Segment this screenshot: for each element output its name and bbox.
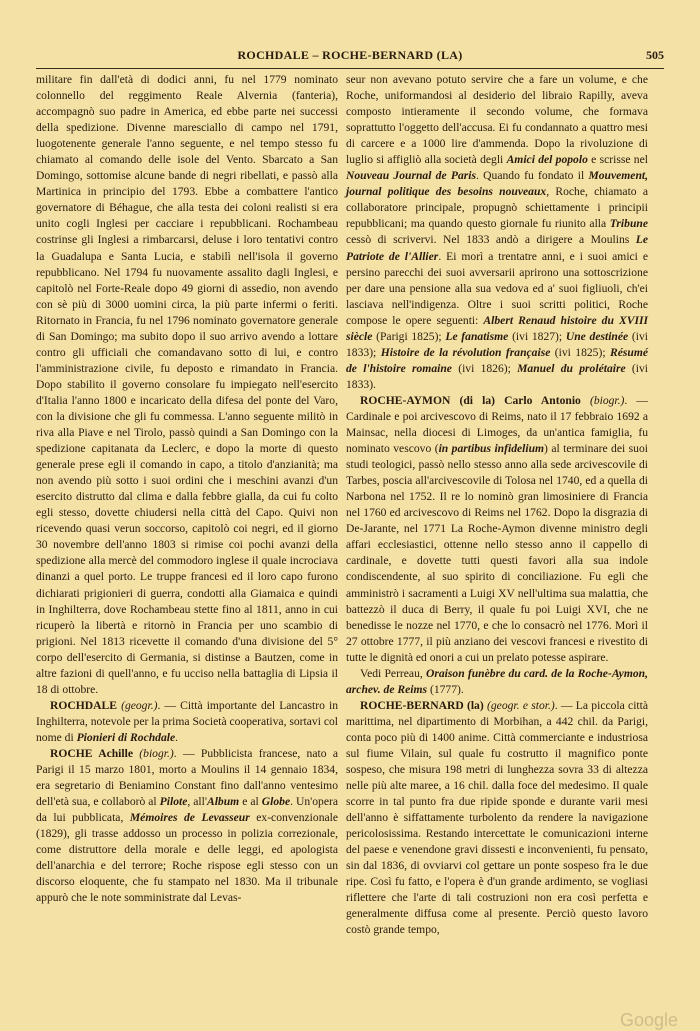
entry-category: (biogr.) bbox=[589, 393, 625, 407]
entry-headword: ROCHE Achille bbox=[50, 746, 133, 760]
entry-roche-aymon: ROCHE-AYMON (di la) Carlo Antonio (biogr.). — Cardinale e poi arcivescovo di Reims, nato il 17 febbraio 1692 a Mainsac, nella diocesi di Limoges, da un'antica famiglia, fu nominato vescovo (in partibus infidelium) al terminare dei suoi studi teologici, passò nello stesso anno alla sede arcivescovile di Tarbes, poscia all'arcivescovile di Tolosa nel 1740, ed a quella di Narbona nel 1752. Il re lo nominò gran limosiniere di Francia nel 1760 ed arcivescovo di Reims nel 1762. Dopo la disgrazia di De-Jarante, nel 1771 La Roche-Aymon divenne ministro degli affari ecclesiastici, ottenne nello stesso anno il cappello di cardinale, e dovette tutti questi favori alla sua indole condiscendente, al suo spirito di conciliazione. Fu egli che amministrò i sacramenti a Luigi XV nell'ultima sua malattia, che battezzò il duca di Berry, il quale fu poi Luigi XVI, che ne benedisse le nozze nel 1770, e che lo consacrò nel 1776. Morì il 27 ottobre 1777, il più anziano dei vescovi francesi e rivestito di tutte le dignità ed onori a cui un prelato potesse aspirare. bbox=[346, 393, 649, 664]
page-number: 505 bbox=[646, 48, 664, 62]
roche-achille-continuation: seur non avevano potuto servire che a fare un volume, e che Roche, uniformandosi al desiderio del libraio Rapilly, aveva composto intieramente il secondo volume, che formava soprattutto l'oggetto dell'accusa. Ei fu condannato a quattro mesi di carcere e a 1000 lire d'ammenda. Dopo la rivoluzione di luglio si affigliò alla società degli Amici del popolo e scrisse nel Nouveau Journal de Paris. Quando fu fondato il Mouvement, journal politique des besoins nouveaux, Roche, chiamato a collaboratore principale, propugnò schiettamente i principii repubblicani; ma quando questo giornale fu riunito alla Tribune cessò di scrivervi. Nel 1833 andò a dirigere a Moulins Le Patriote de l'Allier. Ei morì a trentatre anni, e i suoi amici e persino parecchi dei suoi avversarii aprirono una sottoscrizione per dare una pensione alla sua vedova ed a' suoi figliuoli, ch'ei lasciava nell'indigenza. Oltre i suoi scritti politici, Roche compose le opere seguenti: Albert Renaud histoire du XVIII siècle (Parigi 1825); Le fanatisme (ivi 1827); Une destinée (ivi 1833); Histoire de la révolution française (ivi 1825); Résumé de l'histoire romaine (ivi 1826); Manuel du prolétaire (ivi 1833). bbox=[346, 73, 649, 391]
entry-rochdale: ROCHDALE (geogr.). — Città importante del Lancastro in Inghilterra, notevole per la prima Società cooperativa, sortavi col nome di Pionieri di Rochdale. bbox=[36, 698, 338, 744]
entry-roche-achille: ROCHE Achille (biogr.). — Pubblicista francese, nato a Parigi il 15 marzo 1801, morto a Moulins il 14 gennaio 1834, era segretario di Beniamino Constant fino dall'anno ventesimo dell'età sua, e collaborò al Pilote, all'Album e al Globe. Un'opera da lui pubblicata, Mémoires de Levasseur ex-convenzionale (1829), gli trasse addosso un processo in polizia correzionale, come distruttore della morale e delle leggi, ed apologista dell'anarchia e del terrore; Roche rispose egli stesso con un discorso eloquente, che fu stampato nel 1830. Ma il tribunale appurò che le note somministrate dal Levas- bbox=[36, 746, 339, 905]
see-also-note: Vedi Perreau, Oraison funèbre du card. de la Roche-Aymon, archev. de Reims (1777). bbox=[346, 666, 648, 696]
running-title: ROCHDALE – ROCHE-BERNARD (LA) bbox=[237, 48, 463, 62]
scan-watermark: Google bbox=[619, 1010, 678, 1030]
entry-headword: ROCHE-BERNARD (la) bbox=[360, 698, 484, 712]
entry-category: (biogr.) bbox=[139, 746, 174, 760]
entry-roche-bernard: ROCHE-BERNARD (la) (geogr. e stor.). — La piccola città marittima, nel dipartimento di Morbihan, a 442 chil. da Parigi, conta poco più di 1400 anime. Città commerciante e industriosa sul fiume Vilain, sul quale fu costrutto il magnifico ponte sospeso, che misura 198 metri di lunghezza sovra 33 di altezza nelle più alte maree, a 16 chil. dalla foce del medesimo. Il quale scorre in tal punto fra due ripide sponde e durante varii mesi dell'anno è siffattamente turbolento da rendere la navigazione pericolosissima. Restando intercettate le comunicazioni interne del paese e venendone gravi dissesti e inconvenienti, fu pensato, sin dal 1836, di ovviarvi col gettare un ponte sospeso fra le due ripe. Così fu fatto, e l'opera è d'un grande ardimento, se vogliasi riflettere che l'arte di tali costruzioni non era così perfetta e generalmente diffusa come al presente. Perciò questo lavoro costò grande tempo, bbox=[346, 698, 649, 937]
entry-headword: ROCHDALE bbox=[50, 698, 117, 712]
entry-headword: ROCHE-AYMON (di la) Carlo Antonio bbox=[360, 393, 581, 407]
rochambeau-continuation: militare fin dall'età di dodici anni, fu nel 1779 nominato colonnello del reggimento Reale Alvernia (fanteria), accompagnò suo padre in America, ed ebbe parte nei successi della spedizione. Divenne maresciallo di campo nel 1791, luogotenente generale l'anno seguente, e nel tempo stesso fu chiamato al comando delle isole del Vento. Sbarcato a San Domingo, sottomise alcune bande di negri ribellati, e passò alla Martinica in principio del 1793. Ebbe a combattere l'antico governatore di Béhague, che alla testa dei coloni realisti si era unito cogli Inglesi per cacciare i repubblicani. Rochambeau costrinse gli Inglesi a rimbarcarsi, deluse i loro tentativi contro la Guadalupa e Santa Lucia, e stabilì nell'isola il governo repubblicano. Nel 1794 fu nuovamente assalito dagli Inglesi, e capitolò nel Forte-Reale dopo 49 giorni di assedio, non avendo con sè più di 3000 uomini circa, la più parte infermi o feriti. Ritornato in Francia, fu nel 1796 nominato governatore generale di San Domingo; ma subito dopo il suo arrivo avendo a lottare contro gli ufficiali che comandavano sotto di lui, e contro l'amministrazione civile, fu deposto e rimandato in Francia. Dopo stabilito il governo consolare fu impiegato nell'esercito d'Italia l'anno 1800 e incaricato della difesa del ponte del Varo, con la divisione che gli fu commessa. L'anno seguente militò in riva alla Piave e nel Tirolo, passò quindi a San Domingo con la spedizione capitanata da Leclerc, e dopo la morte di questo generale prese egli il comando in capo, a titolo d'anzianità; ma non avendo più sotto i suoi ordini che i meschini avanzi d'un esercito distrutto dal clima e dalla febbre gialla, da cui fu colto egli stesso, dovette chiudersi nella città del Capo. Quivi non ricevendo quasi verun soccorso, capitolò coi negri, ed il giorno 30 novembre dell'anno 1803 si rimise coi pochi avanzi della spedizione alla mercè del commodoro inglese il quale incrociava dinanzi a quel porto. Le truppe francesi ed il loro capo furono dichiarati prigionieri di guerra, condotti alla Giamaica e quindi in Inghilterra, dove Rochambeau stette fino al 1811, anno in cui ricuperò la libertà e ritornò in Francia per uno scambio di prigioni. Nel 1813 ricevette il comando d'una divisione del 5° corpo dell'esercito di Germania, si distinse a Bautzen, come in altre fazioni di quell'anno, e fu ucciso nella battaglia di Lipsia il 18 di ottobre. bbox=[36, 73, 338, 696]
entry-category: (geogr. e stor.) bbox=[487, 698, 555, 712]
left-column bbox=[36, 72, 338, 906]
entry-category: (geogr.) bbox=[121, 698, 158, 712]
page-header bbox=[36, 48, 664, 66]
header-rule bbox=[36, 68, 664, 69]
right-column bbox=[346, 72, 648, 939]
